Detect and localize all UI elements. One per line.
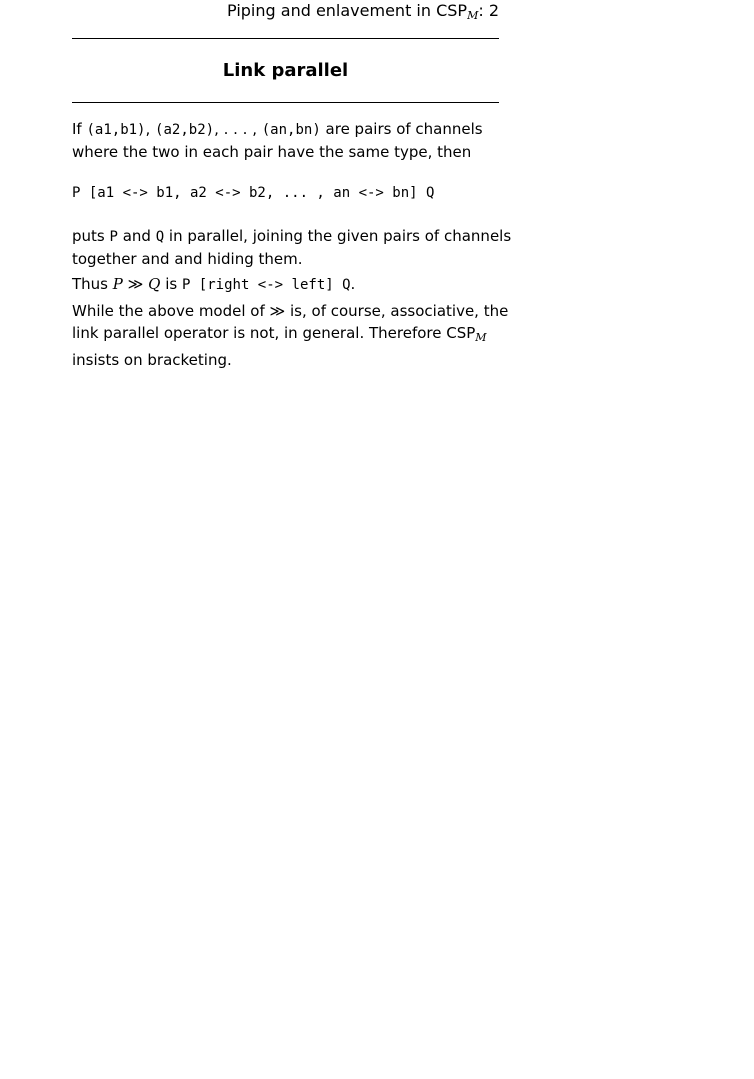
pipe-operator: ≫: [122, 275, 149, 293]
code-q: Q: [155, 229, 165, 245]
text-run: in parallel, joining the given pairs of channels: [164, 227, 512, 245]
code-pair-1: (a1,b1): [86, 122, 146, 138]
math-p: P: [112, 275, 123, 293]
math-q: Q: [148, 275, 161, 293]
code-pair-2: (a2,b2): [155, 122, 215, 138]
slide-title: Link parallel: [222, 60, 349, 81]
text-run: .: [350, 275, 356, 293]
paragraph-line: [72, 322, 499, 349]
text-run: is, of course, associative, the: [285, 302, 509, 320]
csp-subscript: M: [475, 331, 487, 344]
paragraph-line: insists on bracketing.: [72, 351, 232, 369]
paragraph-line: where the two in each pair have the same type, then: [72, 143, 472, 161]
page-number: : 2: [478, 1, 499, 20]
code-p: P: [109, 229, 118, 245]
paragraph-parallel-explanation: [72, 225, 512, 270]
text-run: puts: [72, 227, 110, 245]
text-run: is: [160, 275, 182, 293]
paragraph-line: [72, 300, 509, 322]
text-run: are pairs of channels: [320, 120, 483, 138]
text-run: ,: [145, 120, 156, 138]
running-head-text: Piping and enlavement in CSP: [227, 1, 468, 20]
code-link-example: P [right <-> left] Q: [181, 277, 351, 293]
text-run: , . . . ,: [214, 120, 262, 138]
text-run: and: [117, 227, 156, 245]
running-head: [72, 0, 499, 27]
bottom-rule: [72, 102, 499, 103]
text-run: link parallel operator is not, in general. Therefore CSP: [72, 324, 476, 342]
text-run: Thus: [72, 275, 113, 293]
text-run: If: [72, 120, 87, 138]
paragraph-line: [72, 225, 512, 248]
paragraph-channel-pairs: [72, 118, 499, 163]
text-run: While the above model of: [72, 302, 270, 320]
paragraph-line: together and and hiding them.: [72, 250, 303, 268]
paragraph-associativity: [72, 300, 509, 371]
running-head-subscript: M: [467, 9, 479, 22]
top-rule: [72, 38, 499, 39]
paragraph-thus: [72, 273, 499, 296]
code-example: P [a1 <-> b1, a2 <-> b2, ... , an <-> bn] Q: [72, 185, 435, 201]
code-pair-n: (an,bn): [261, 122, 321, 138]
pipe-operator: ≫: [269, 302, 286, 320]
paragraph-line: [72, 118, 499, 141]
